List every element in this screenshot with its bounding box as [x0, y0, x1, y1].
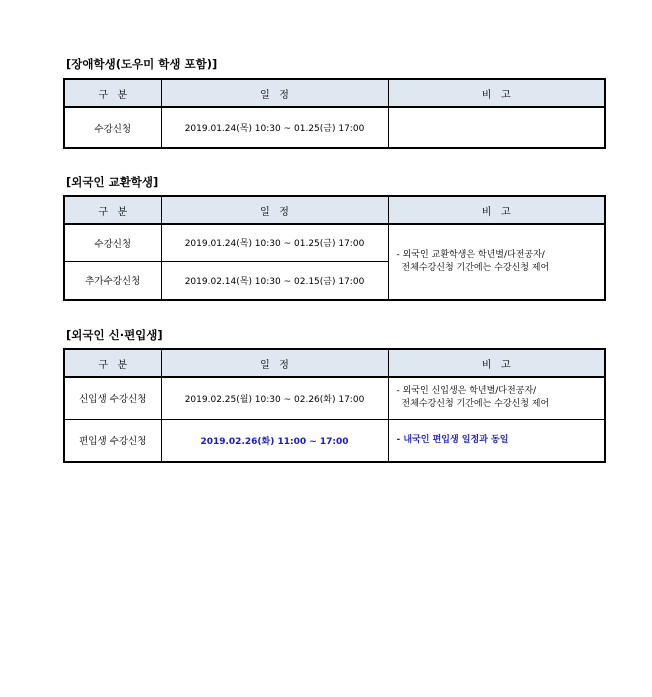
- section-title-exchange-students: [외국인 교환학생]: [66, 175, 159, 189]
- table-row: [64, 224, 605, 261]
- section-title-disabled-students: [장애학생(도우미 학생 포함)]: [66, 57, 218, 71]
- table-header-row: [64, 79, 605, 107]
- header-schedule: 일 정: [161, 79, 388, 107]
- row-schedule: 2019.01.24(목) 10:30 ~ 01.25(금) 17:00: [161, 107, 388, 148]
- header-schedule: 일 정: [161, 196, 388, 224]
- row-schedule: 2019.01.24(목) 10:30 ~ 01.25(금) 17:00: [161, 224, 388, 261]
- schedule-table-freshmen-transfer: [63, 348, 606, 463]
- remarks-line: 전체수강신청 기간에는 수강신청 제어: [401, 399, 550, 410]
- header-category: 구 분: [64, 196, 161, 224]
- row-remarks: [388, 224, 605, 300]
- row-remarks: [388, 377, 605, 419]
- row-category: 편입생 수강신청: [64, 419, 161, 462]
- header-remarks: 비 고: [388, 196, 605, 224]
- header-remarks: 비 고: [388, 79, 605, 107]
- row-schedule: 2019.02.14(목) 10:30 ~ 02.15(금) 17:00: [161, 261, 388, 300]
- remarks-line: 전체수강신청 기간에는 수강신청 제어: [401, 263, 550, 273]
- row-schedule: 2019.02.25(월) 10:30 ~ 02.26(화) 17:00: [161, 377, 388, 419]
- schedule-table-disabled-students: [63, 78, 606, 149]
- table-header-row: [64, 349, 605, 377]
- row-category: 신입생 수강신청: [64, 377, 161, 419]
- remarks-line: - 외국인 교환학생은 학년별/다전공자/: [396, 250, 545, 260]
- row-remarks-highlight: - 내국인 편입생 일정과 동일: [388, 419, 605, 462]
- table-header-row: [64, 196, 605, 224]
- row-remarks: [388, 107, 605, 148]
- header-category: 구 분: [64, 79, 161, 107]
- row-category: 추가수강신청: [64, 261, 161, 300]
- schedule-table-exchange-students: [63, 195, 606, 301]
- table-row: [64, 377, 605, 419]
- header-schedule: 일 정: [161, 349, 388, 377]
- row-schedule-highlight: 2019.02.26(화) 11:00 ~ 17:00: [161, 419, 388, 462]
- remarks-line: - 외국인 신입생은 학년별/다전공자/: [396, 386, 537, 397]
- header-remarks: 비 고: [388, 349, 605, 377]
- row-category: 수강신청: [64, 224, 161, 261]
- header-category: 구 분: [64, 349, 161, 377]
- table-row: [64, 419, 605, 462]
- section-title-freshmen-transfer: [외국인 신·편입생]: [66, 328, 163, 342]
- row-category: 수강신청: [64, 107, 161, 148]
- table-row: [64, 107, 605, 148]
